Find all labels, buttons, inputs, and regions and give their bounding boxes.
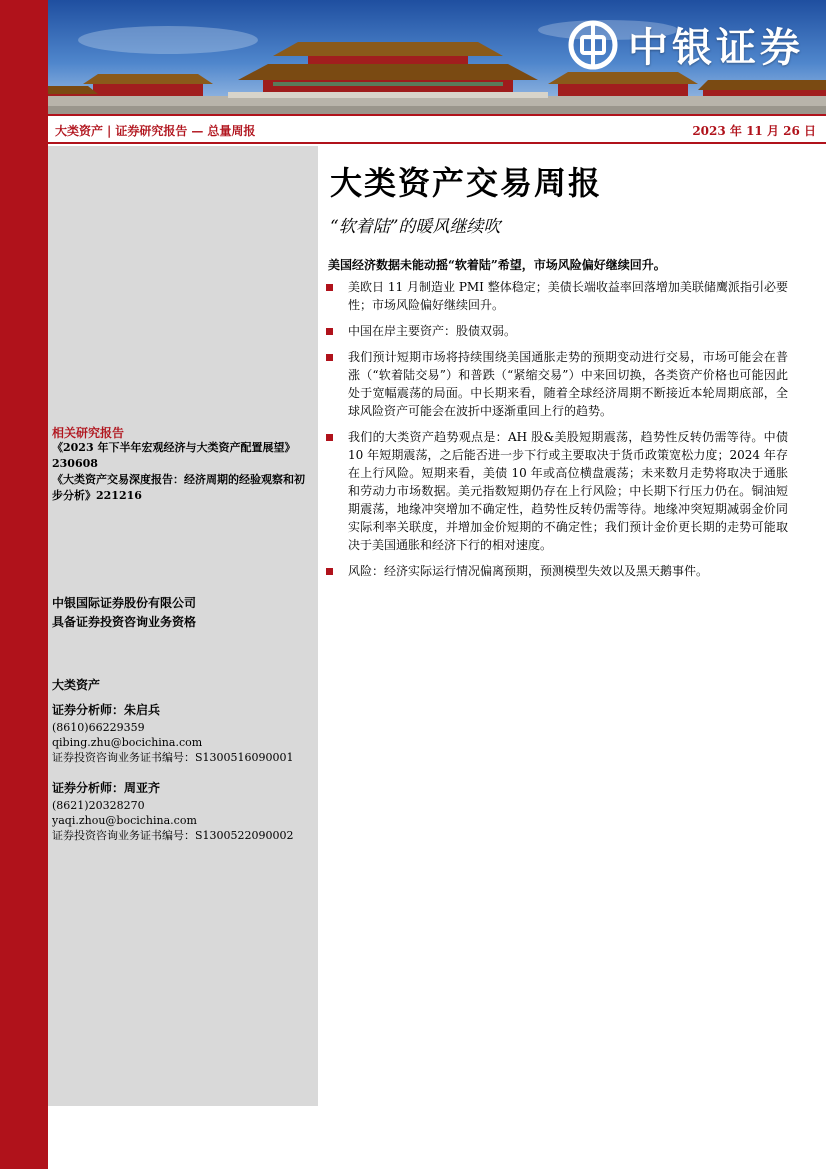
list-item xyxy=(326,322,788,340)
header-banner xyxy=(48,0,826,114)
breadcrumb xyxy=(55,122,255,139)
brand-logo xyxy=(568,16,804,73)
analyst-name: 证券分析师：周亚齐 xyxy=(52,781,161,795)
report-date: 2023 年 11 月 26 日 xyxy=(692,124,816,138)
bullet-text: 风险：经济实际运行情况偏离预期，预测模型失效以及黑天鹅事件。 xyxy=(348,564,709,578)
analyst-name: 证券分析师：朱启兵 xyxy=(52,703,161,717)
analyst-phone: (8621)20328270 xyxy=(52,799,145,812)
analyst-cert: 证券投资咨询业务证书编号：S1300516090001 xyxy=(52,751,294,764)
analyst-phone: (8610)66229359 xyxy=(52,721,145,734)
bullet-square-icon xyxy=(326,354,333,361)
bullet-text: 中国在岸主要资产：股债双弱。 xyxy=(348,324,517,338)
report-title: 大类资产交易周报 xyxy=(330,164,603,202)
breadcrumb-type: 证券研究报告 xyxy=(115,124,188,138)
sidebar xyxy=(48,146,318,1106)
bullet-square-icon xyxy=(326,328,333,335)
breadcrumb-subtype: 总量周报 xyxy=(207,124,256,138)
analyst-card xyxy=(52,778,294,843)
list-item xyxy=(326,348,788,420)
bullet-square-icon xyxy=(326,434,333,441)
key-points-list xyxy=(326,278,788,588)
breadcrumb-category: 大类资产 xyxy=(55,124,104,138)
related-report-2: 《大类资产交易深度报告：经济周期的经验观察和初步分析》221216 xyxy=(52,473,305,502)
list-item xyxy=(326,428,788,554)
bullet-square-icon xyxy=(326,284,333,291)
breadcrumb-dash: — xyxy=(191,124,204,138)
list-item xyxy=(326,562,788,580)
breadcrumb-separator: | xyxy=(107,124,112,138)
company-info xyxy=(52,594,196,632)
related-reports-title: 相关研究报告 xyxy=(52,426,125,440)
bullet-text: 美欧日 11 月制造业 PMI 整体稳定；美债长端收益率回落增加美联储鹰派指引必要性；市场风险偏好继续回升。 xyxy=(348,280,788,312)
report-header-line xyxy=(48,114,826,144)
analyst-card xyxy=(52,700,294,765)
analyst-section-title: 大类资产 xyxy=(52,678,101,692)
company-qualification: 具备证券投资咨询业务资格 xyxy=(52,615,197,629)
analyst-email: yaqi.zhou@bocichina.com xyxy=(52,814,197,827)
list-item xyxy=(326,278,788,314)
analyst-cert: 证券投资咨询业务证书编号：S1300522090002 xyxy=(52,829,294,842)
bullet-text: 我们预计短期市场将持续围绕美国通胀走势的预期变动进行交易，市场可能会在普涨（“软着陆交易”）和普跌（“紧缩交易”）中来回切换，各类资产价格也可能因此处于宽幅震荡的局面。中长期来看，随着全球经济周期不断接近本轮周期底部，全球风险资产可能会在波折中逐渐重回上行的趋势。 xyxy=(348,350,788,418)
left-red-bar xyxy=(0,0,48,1169)
company-name: 中银国际证券股份有限公司 xyxy=(52,596,197,610)
analyst-email: qibing.zhu@bocichina.com xyxy=(52,736,203,749)
brand-name: 中银证券 xyxy=(628,24,804,71)
report-subtitle: “软着陆”的暖风继续吹 xyxy=(330,217,501,237)
report-lead: 美国经济数据未能动摇“软着陆”希望，市场风险偏好继续回升。 xyxy=(328,258,666,272)
bullet-text: 我们的大类资产趋势观点是：AH 股&美股短期震荡，趋势性反转仍需等待。中债 10 年短期震荡，之后能否进一步下行或主要取决于货币政策宽松力度；2024 年存在上行风险。短期来看，美债 10 年或高位横盘震荡；未来数月走势将取决于通胀和劳动力市场数据。美元指数短期仍存在上行风险；中长期下行压力仍在。铜油短期震荡，地缘冲突增加不确定性，趋势性反转仍需等待。地缘冲突短期减弱金价同实际利率关联度，并增加金价短期的不确定性；我们预计金价更长期的走势可能取决于美国通胀和经济下行的相对速度。 xyxy=(348,430,788,552)
related-report-1: 《2023 年下半年宏观经济与大类资产配置展望》230608 xyxy=(52,441,296,470)
bullet-square-icon xyxy=(326,568,333,575)
bank-of-china-logo-icon xyxy=(568,20,618,70)
